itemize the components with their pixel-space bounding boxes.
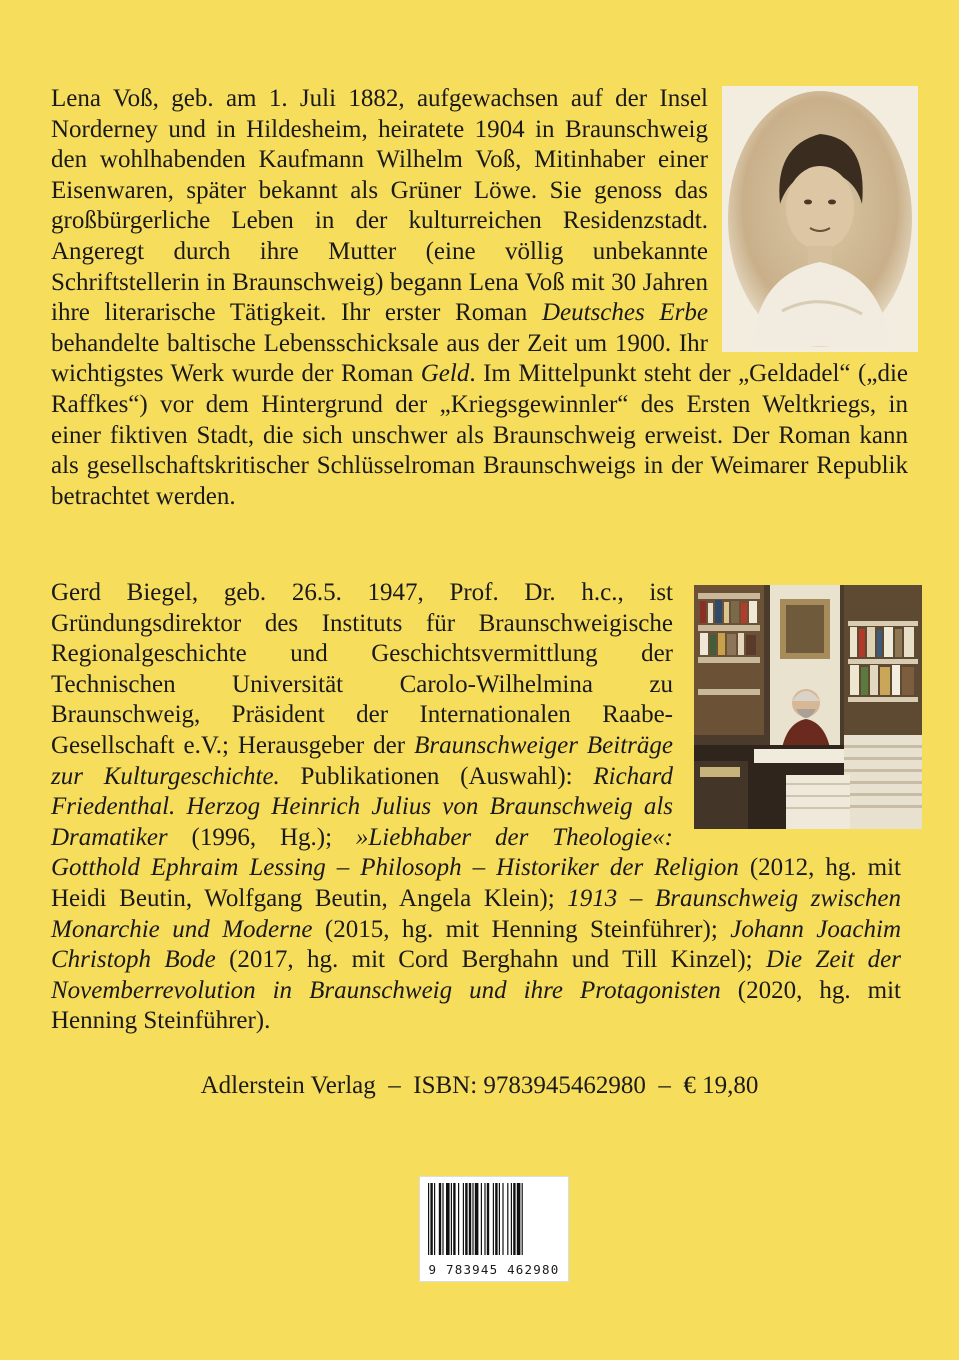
italic-title-segment: »Liebhaber der Theologie«: Gotthold Ephraim Lessing – Philosoph – Historiker der Religion — [51, 823, 739, 882]
barcode-bar — [469, 1183, 471, 1255]
italic-title-segment: Richard Friedenthal. Herzog Heinrich Julius von Braunschweig als Dramatiker — [51, 762, 673, 851]
text-segment: (2020, hg. mit Henning Steinführer). — [51, 976, 901, 1035]
author-bio-gerd-biegel — [51, 578, 901, 1037]
barcode-bar — [481, 1183, 482, 1255]
author-bio-lena-voss — [51, 84, 908, 512]
barcode-bar — [453, 1183, 455, 1255]
barcode-bar — [517, 1183, 521, 1255]
text-segment: Lena Voß, geb. am 1. Juli 1882, aufgewachsen auf der Insel Norderney und in Hildesheim, heiratete 1904 in Braunschweig den wohlhabenden Kaufmann Wilhelm Voß, Mitinhaber einer Eisenwaren, später bekannt als Grüner Löwe. Sie genoss das großbürgerliche Leben in der kulturreichen Residenzstadt. Angeregt durch ihre Mutter (eine völlig unbekannte Schriftstellerin in Braunschweig) begann Lena Voß mit 30 Jahren ihre literarische Tätigkeit. Ihr erster Roman — [51, 85, 708, 327]
isbn-barcode — [419, 1176, 569, 1282]
italic-title-segment: Braunschweiger Beiträge zur Kulturgeschichte. — [51, 731, 673, 790]
italic-title-segment: Geld — [420, 360, 470, 388]
text-segment: (1996, Hg.); — [167, 823, 356, 851]
text-segment: (2017, hg. mit Cord Berghahn und Till Kinzel); — [215, 946, 766, 974]
barcode-bar — [507, 1183, 508, 1255]
barcode-bar — [475, 1183, 479, 1255]
barcode-bar — [463, 1183, 464, 1255]
text-segment: Publikationen (Auswahl): — [279, 762, 594, 790]
italic-title-segment: Die Zeit der Novemberrevolution in Braunschweig und ihre Protagonisten — [51, 946, 901, 1004]
layout-spacer — [673, 578, 901, 838]
barcode-bar — [484, 1183, 485, 1255]
separator: – — [388, 1072, 401, 1099]
publisher-info-line — [0, 1072, 959, 1100]
barcode-bar — [430, 1183, 432, 1255]
barcode-bar — [451, 1183, 452, 1255]
text-segment: . Im Mittelpunkt steht der „Geldadel“ („die Raffkes“) vor dem Hintergrund der „Kriegsgewinnler“ des Ersten Weltkriegs, in einer fiktiven Stadt, die sich unschwer als Braunschweig erweist. Der Roman kann als gesellschaftskritischer Schlüsselroman Braunschweigs in der Weimarer Republik betrachtet werden. — [51, 360, 908, 510]
barcode-bar — [495, 1183, 497, 1255]
barcode-bar — [511, 1183, 512, 1255]
barcode-bar — [513, 1183, 515, 1255]
barcode-bar — [458, 1183, 459, 1255]
barcode-bar — [465, 1183, 467, 1255]
barcode-bar — [442, 1183, 443, 1255]
barcode-bar — [499, 1183, 500, 1255]
price: € 19,80 — [683, 1072, 759, 1099]
barcode-bar — [428, 1183, 429, 1255]
layout-spacer — [708, 84, 908, 359]
barcode-bar — [493, 1183, 494, 1255]
text-segment: (2015, hg. mit Henning Steinführer); — [312, 915, 731, 943]
italic-title-segment: 1913 – Braunschweig zwischen Monarchie und Moderne — [51, 884, 901, 943]
barcode-bar — [439, 1183, 441, 1255]
text-segment: Gerd Biegel, geb. 26.5. 1947, Prof. Dr. h.c., ist Gründungsdirektor des Instituts für Braunschweigische Regionalgeschichte und Geschichtsvermittlung der Technischen Universität Carolo-Wilhelmina zu Braunschweig, Präsident der Internationalen Raabe-Gesellschaft e.V.; Herausgeber der — [51, 579, 673, 759]
barcode-bar — [446, 1183, 450, 1255]
isbn: ISBN: 9783945462980 — [413, 1072, 646, 1099]
barcode-bar — [522, 1183, 523, 1255]
separator: – — [658, 1072, 671, 1099]
italic-title-segment: Johann Joachim Christoph Bode — [51, 915, 902, 974]
barcode-bar — [502, 1183, 503, 1255]
italic-title-segment: Deutsches Erbe — [541, 299, 708, 327]
text-segment: (2012, hg. mit Heidi Beutin, Wolfgang Beutin, Angela Klein); — [51, 854, 901, 912]
barcode-number: 9 783945 462980 — [428, 1262, 560, 1277]
barcode-bar — [472, 1183, 473, 1255]
barcode-bar — [434, 1183, 435, 1255]
text-segment: behandelte baltische Lebensschicksale aus der Zeit um 1900. Ihr wichtigstes Werk wurde der Roman — [51, 329, 708, 388]
publisher-name: Adlerstein Verlag — [200, 1072, 376, 1099]
barcode-bar — [487, 1183, 489, 1255]
